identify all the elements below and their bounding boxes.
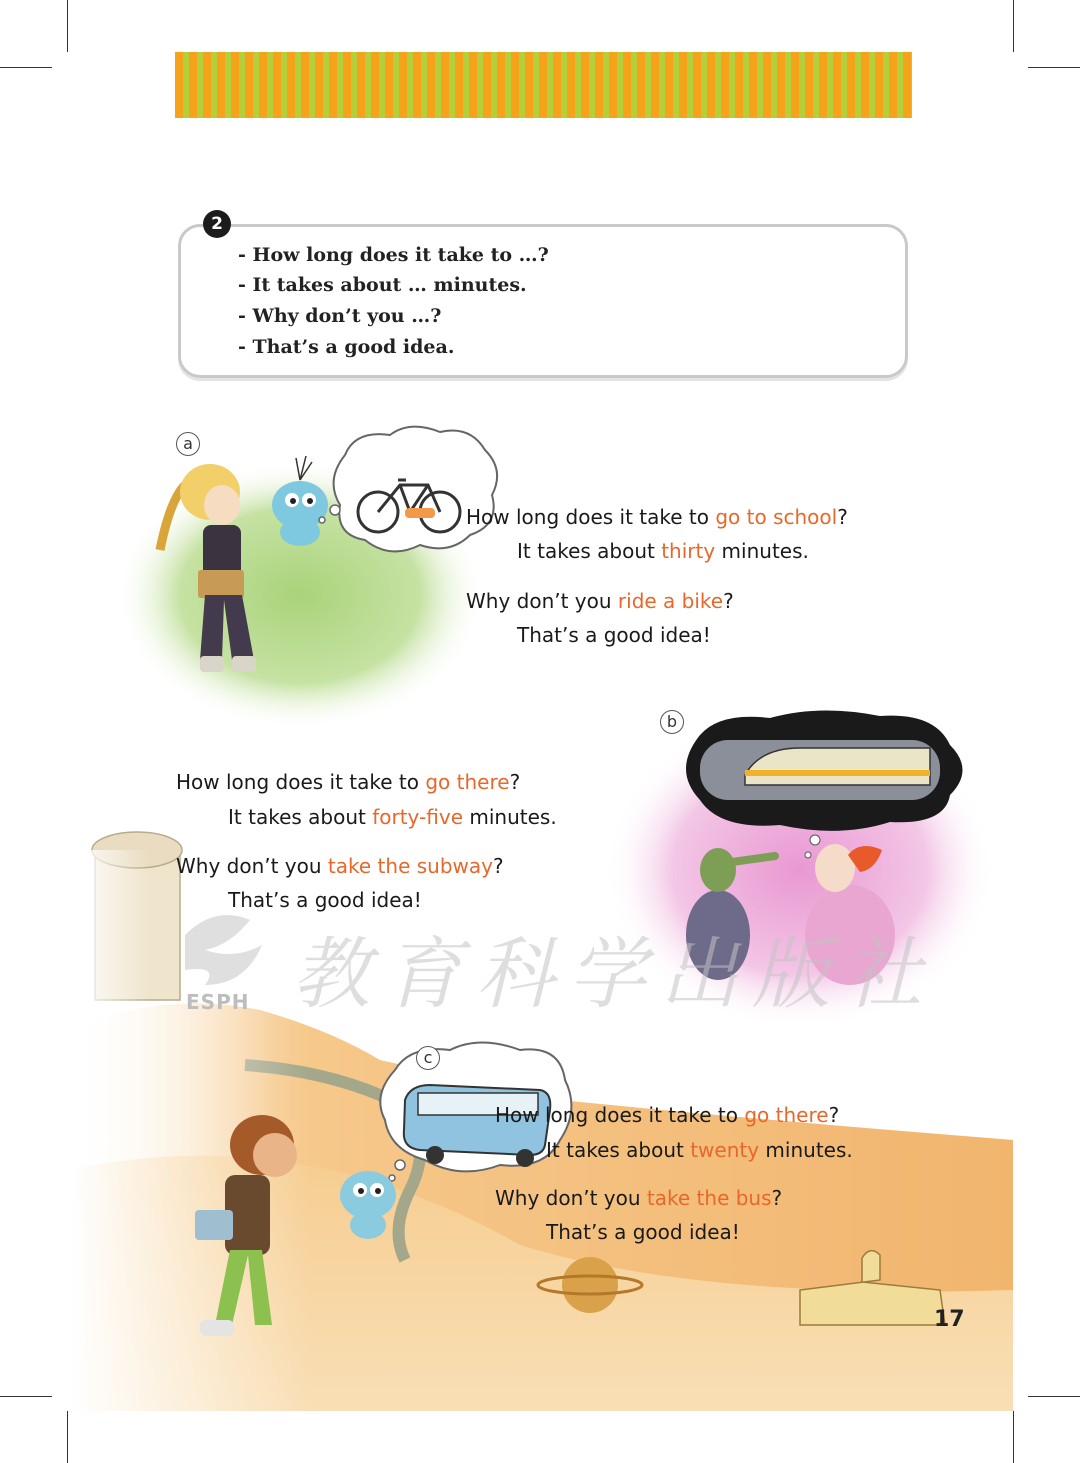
watermark-text: 教育科学出版社: [292, 930, 937, 1020]
tower-building: [70, 832, 182, 1010]
pattern-line: - It takes about … minutes.: [238, 274, 527, 296]
dialogue-b-question-2: Why don’t you take the subway?: [176, 854, 504, 878]
dialogue-c-answer-2: That’s a good idea!: [546, 1220, 740, 1244]
watermark-logo: ESPH: [186, 990, 250, 1014]
pattern-line: - Why don’t you …?: [238, 305, 442, 327]
dialogue-b-label: b: [660, 710, 684, 734]
dialogue-b-question-1: How long does it take to go there?: [176, 770, 521, 794]
dialogue-a-label: a: [176, 432, 200, 456]
dialogue-c-question-1: How long does it take to go there?: [495, 1103, 840, 1127]
dialogue-c-label: c: [416, 1046, 440, 1070]
dialogue-a-answer-2: That’s a good idea!: [517, 623, 711, 647]
pattern-line: - How long does it take to …?: [238, 244, 549, 266]
dialogue-a-question-1: How long does it take to go to school?: [466, 505, 848, 529]
scene-a-illustration: [115, 427, 497, 730]
page-number: 17: [934, 1307, 965, 1332]
dialogue-a-question-2: Why don’t you ride a bike?: [466, 589, 734, 613]
publisher-watermark: [185, 915, 262, 985]
dialogue-b-answer-1: It takes about forty-five minutes.: [228, 805, 557, 829]
section-number-badge: 2: [203, 210, 231, 238]
dialogue-b-answer-2: That’s a good idea!: [228, 888, 422, 912]
dialogue-c-answer-1: It takes about twenty minutes.: [546, 1138, 853, 1162]
pattern-line: - That’s a good idea.: [238, 336, 455, 358]
dialogue-c-question-2: Why don’t you take the bus?: [495, 1186, 783, 1210]
dialogue-a-answer-1: It takes about thirty minutes.: [517, 539, 809, 563]
